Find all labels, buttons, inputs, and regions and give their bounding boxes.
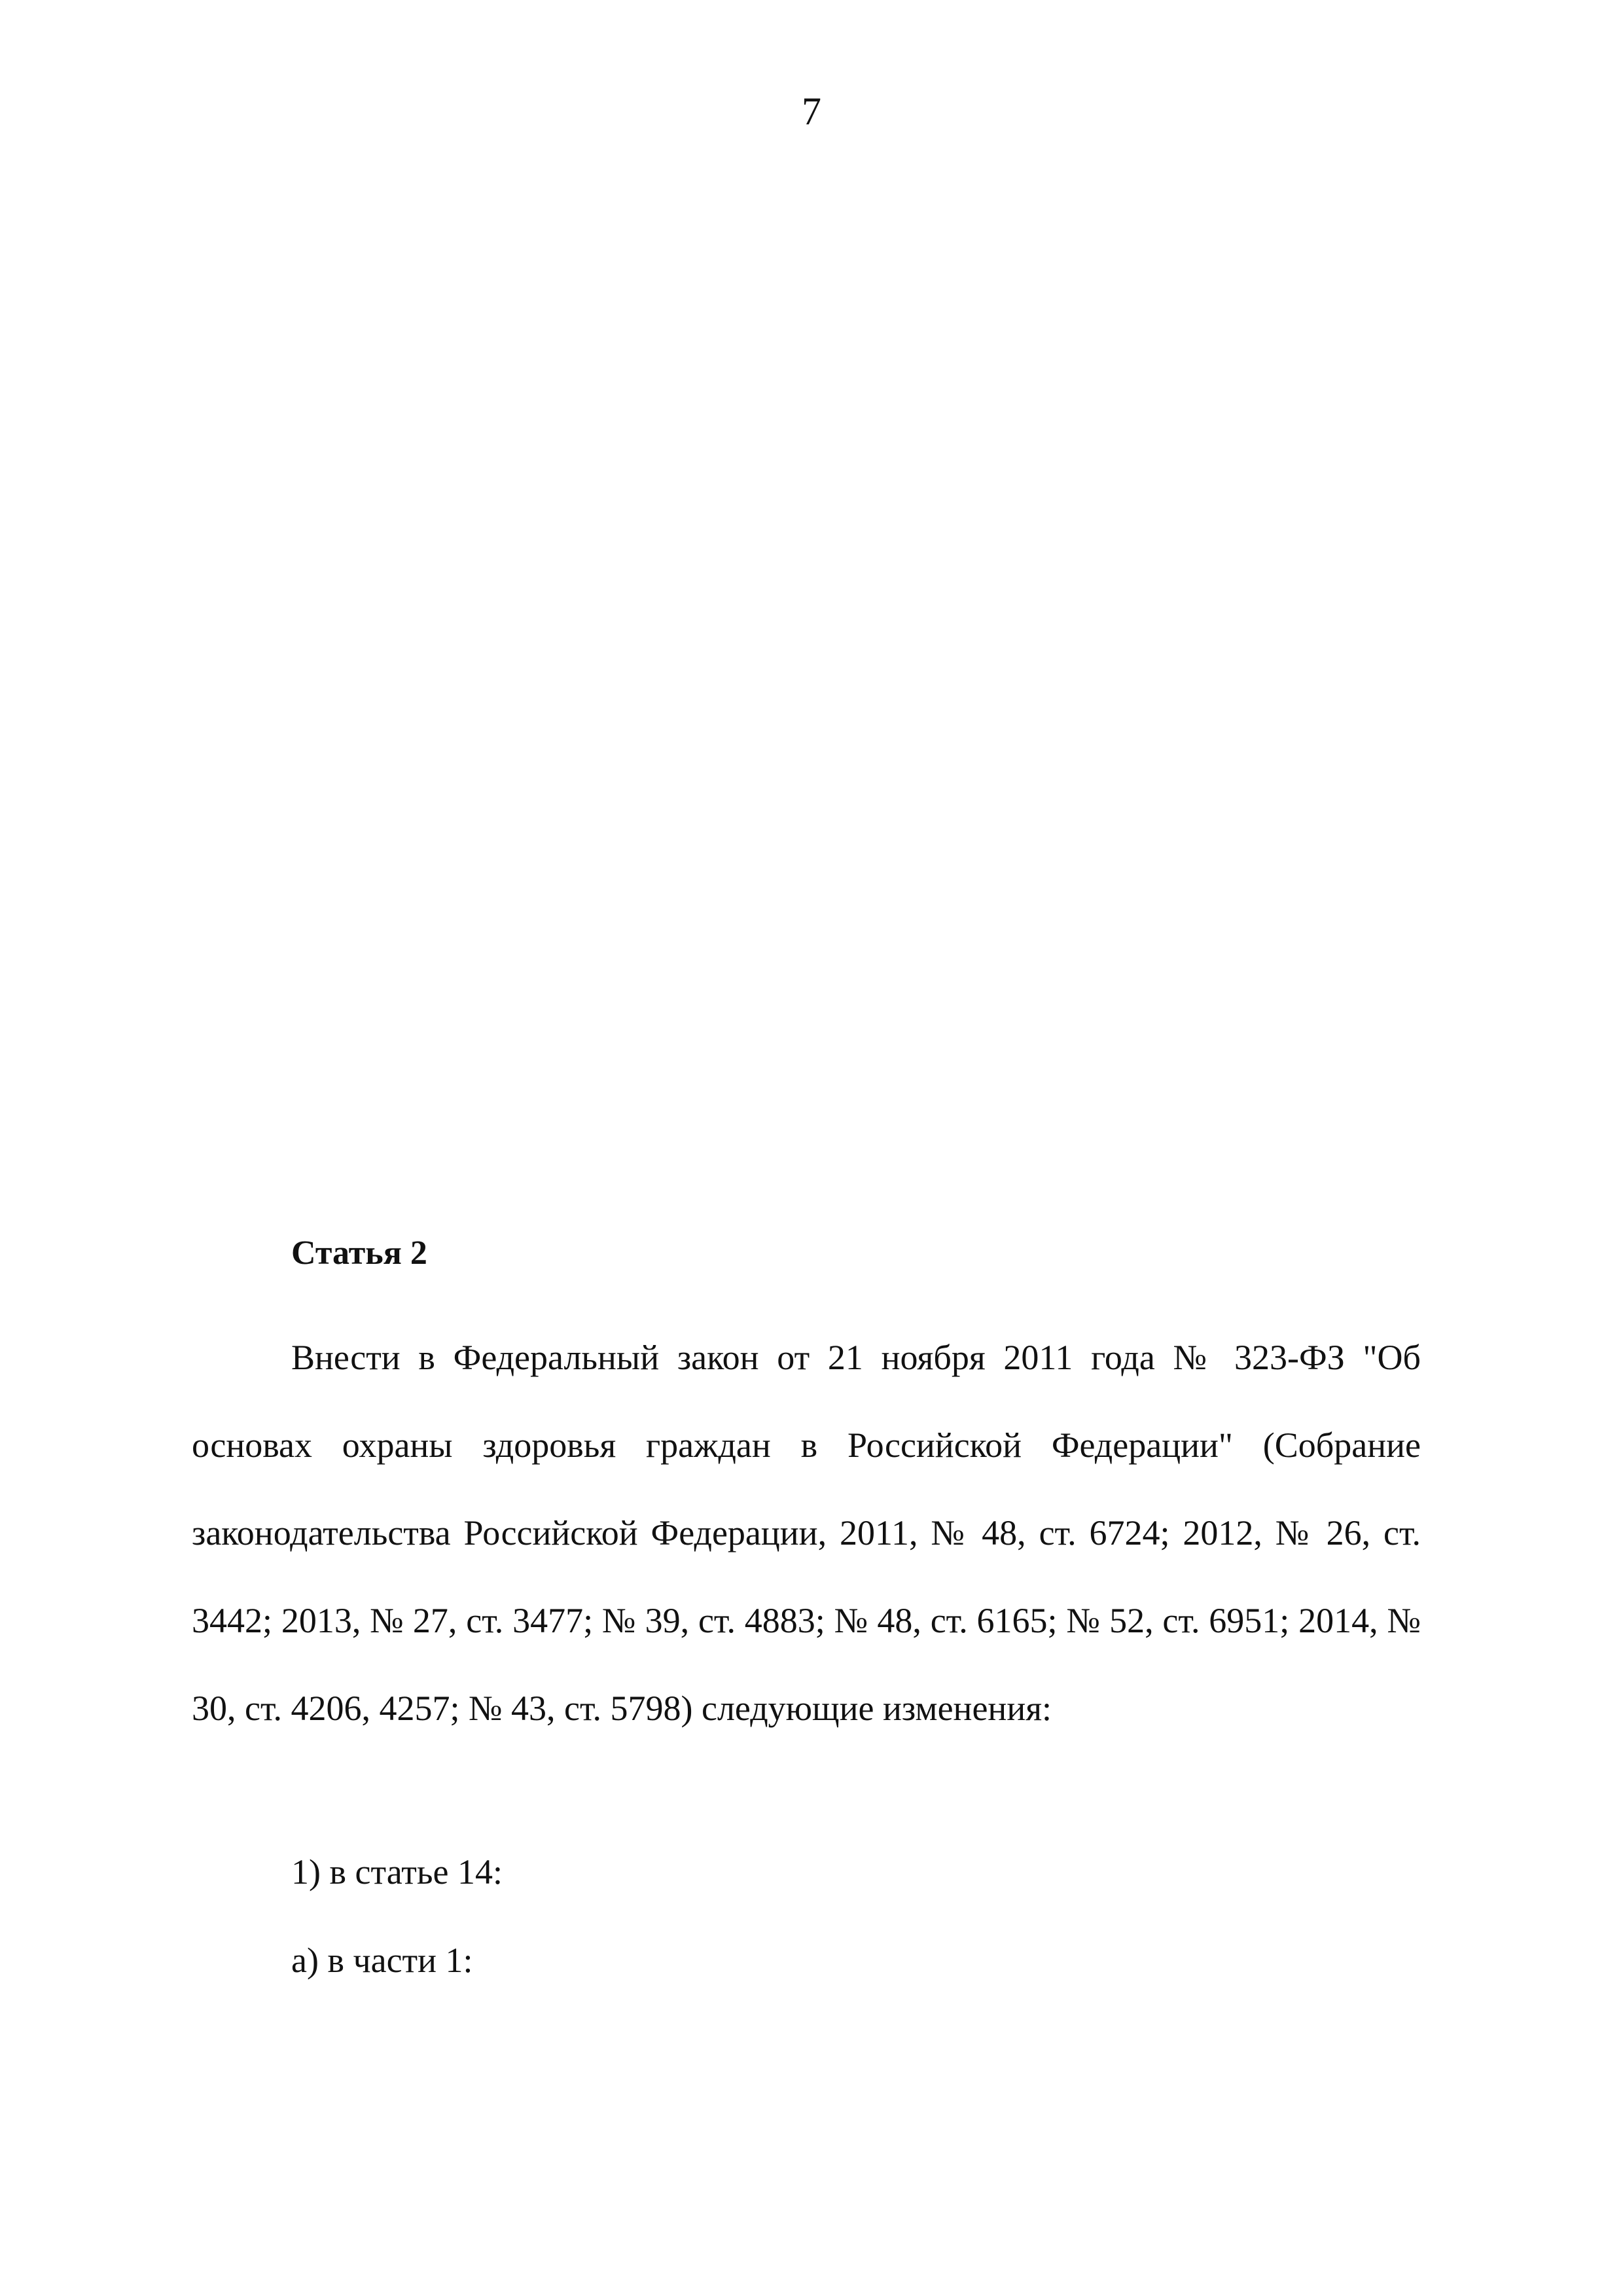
list-item: а) в части 1: — [291, 1941, 473, 1980]
page-number: 7 — [802, 90, 821, 133]
list-item: 1) в статье 14: — [291, 1852, 503, 1892]
article-heading: Статья 2 — [291, 1234, 427, 1272]
article-body-paragraph: Внести в Федеральный закон от 21 ноября 2011 года № 323-ФЗ "Об основах охраны здоровья граждан в Российской Федерации" (Собрание законодательства Российской Федерации, 2011, № 48, ст. 6724; 2012, № 26, ст. 3442; 2013, № 27, ст. 3477; № 39, ст. 4883; № 48, ст. 6165; № 52, ст. 6951; 2014, № 30, ст. 4206, 4257; № 43, ст. 5798) следующие изменения: — [192, 1338, 1421, 1728]
